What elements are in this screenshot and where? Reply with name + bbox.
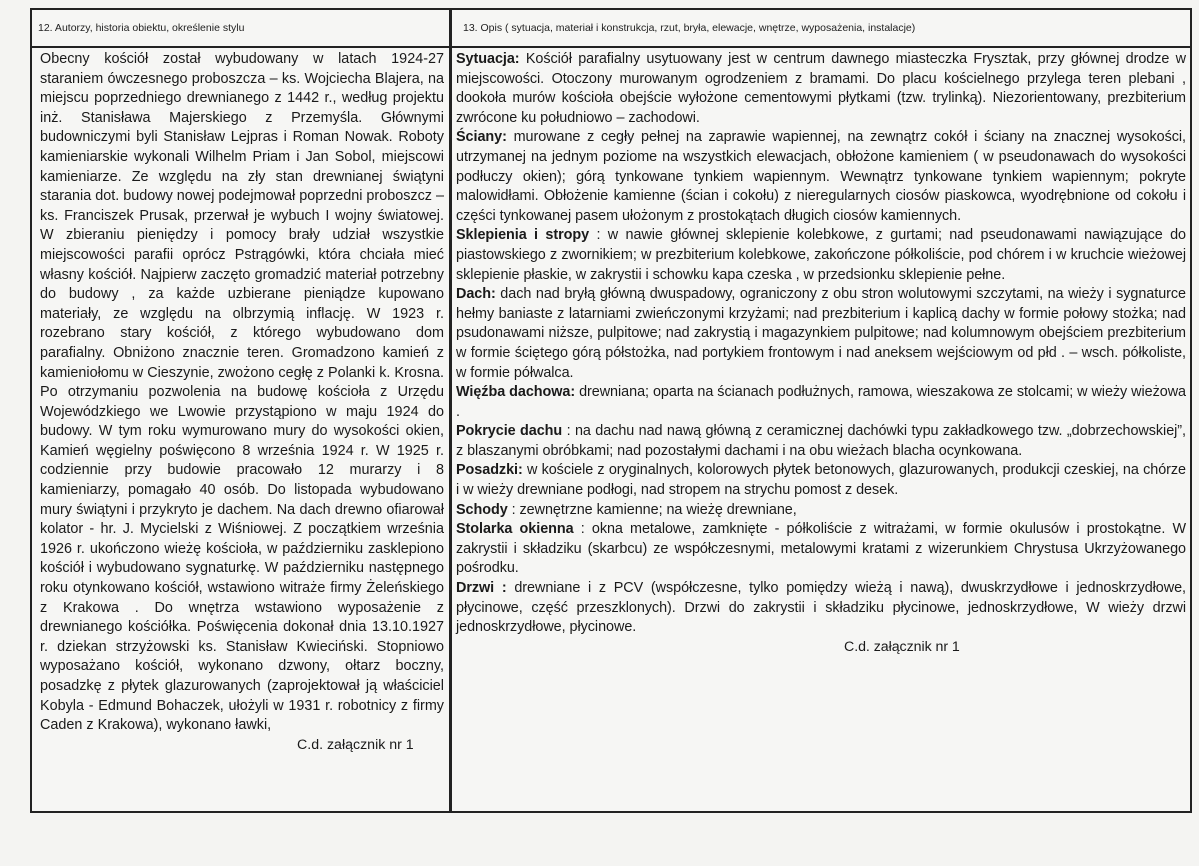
section-text: : w nawie głównej sklepienie kolebkowe, z gurtami; nad pseudonawami nawiązujące do piastowskiego z zwornikiem; w prezbiterium kolebkowe, zakończone półkoliście, pod chórem i w kruchcie wieżowej sklepienie płaskie, w zakrystii i schowku kapa czeska , w przedsionku sklepienie pełne. bbox=[456, 227, 1187, 283]
description-section bbox=[456, 285, 1186, 383]
description-section bbox=[456, 520, 1186, 579]
history-column bbox=[40, 50, 444, 755]
section-label: Posadzki: bbox=[456, 462, 523, 479]
section-label: Pokrycie dachu bbox=[456, 423, 563, 440]
section-text: : zewnętrzne kamienne; na wieżę drewniane, bbox=[507, 501, 797, 518]
description-section bbox=[456, 579, 1186, 638]
description-section bbox=[456, 128, 1186, 226]
history-text: Obecny kościół został wybudowany w latach 1924-27 staraniem ówczesnego proboszcza – ks. Wojciecha Blajera, na miejscu poprzedniego drewnianego z 1442 r., według projektu inż. Stanisława Majerskiego z Przemyśla. Głównymi budowniczymi byli Stanisław Lejpras i Roman Nowak. Roboty kamieniarskie wykonali Wilhelm Priam i Jan Sobol, miejscowi kamieniarze. Ze względu na zły stan drewnianej świątyni starania dot. budowy nowej podejmował poprzedni proboszcz – ks. Franciszek Prusak, przerwał je wybuch I wojny światowej. W zbieraniu pieniędzy i pomocy brały udział wszystkie miejscowości parafii oprócz Pstrągówki, która chciała mieć własny kościół. Najpierw zaczęto gromadzić materiał potrzebny do budowy , za każde uzbierane pieniądze kupowano materiały, ze względu na olbrzymią inflację. W 1923 r. rozebrano stary kościół, z którego wybudowano dom parafialny. Obniżono znacznie teren. Gromadzono kamień z kamieniołomu w Cieszynie, zwożono cegłę z Polanki k. Krosna. Po otrzymaniu pozwolenia na budowę kościoła z Urzędu Wojewódzkiego we Lwowie przystąpiono w maju 1924 do budowy. W tym roku wymurowano mury do wysokości okien, Kamień węgielny poświęcono 8 września 1924 r. W 1925 r. codziennie przy budowie pracowało 12 murarzy i 8 kamieniarzy, pomagało 40 osób. Do listopada wybudowano mury świątyni i przykryto je dachem. Na dach drewno ofiarował kolator - hr. J. Mycielski z Wiśniowej. Z początkiem września 1926 r. ukończono wieżę kościoła, w październiku zasklepiono kościół i wybudowano sygnaturkę. W październiku następnego roku otynkowano kościół, wstawiono witraże firmy Żeleńskiego z Krakowa . Do wnętrza wstawiono wyposażenie z drewnianego kościółka. Poświęcenia dokonał dnia 13.10.1927 r. dziekan strzyżowski ks. Stanisław Kwieciński. Stopniowo wyposażano kościół, wykonano dzwony, ołtarz boczny, posadzkę z płytek glazurowanych (zaprojektował ją właściciel Kobyla - Edmund Bohaczek, ułożyli w 1931 r. robotnicy z firmy Caden z Krakowa), wykonano ławki, bbox=[40, 51, 444, 734]
description-section bbox=[456, 461, 1186, 500]
section-label: Schody bbox=[456, 501, 508, 518]
section-label: Stolarka okienna bbox=[456, 521, 574, 538]
section-label: Więźba dachowa: bbox=[456, 384, 576, 401]
field-12-header: 12. Autorzy, historia obiektu, określenie stylu bbox=[38, 22, 245, 34]
description-section bbox=[456, 226, 1186, 285]
column-divider bbox=[449, 10, 452, 811]
section-text: drewniana; oparta na ścianach podłużnych, ramowa, wieszakowa ze stolcami; w wieży wieżowa . bbox=[456, 384, 1186, 420]
section-text: : okna metalowe, zamknięte - półkoliście z witrażami, w formie okulusów i prostokątne. W zakrystii i składziku (skarbcu) ze współczesnymi, metalowymi kratami z wizerunkiem Chrystusa Ukrzyżowanego pośrodku. bbox=[456, 521, 1187, 577]
section-label: Dach: bbox=[456, 286, 496, 303]
section-label: Drzwi : bbox=[456, 580, 507, 597]
section-label: Ściany: bbox=[456, 129, 507, 146]
section-label: Sklepienia i stropy bbox=[456, 227, 590, 244]
description-column bbox=[456, 50, 1186, 657]
section-text: Kościół parafialny usytuowany jest w centrum dawnego miasteczka Frysztak, przy głównej drodze w miejscowości. Otoczony murowanym ogrodzeniem z bramami. Do placu kościelnego przylega teren plebani , dookoła murów kościoła obejście wyłożone cementowymi płytkami (tzw. trylinką). Niezorientowany, prezbiterium zwrócone ku południowo – zachodowi. bbox=[456, 51, 1186, 126]
description-sections bbox=[456, 50, 1186, 638]
header-row bbox=[32, 10, 1190, 48]
section-text: dach nad bryłą główną dwuspadowy, ograniczony z obu stron wolutowymi szczytami, na wieży i sygnaturce hełmy baniaste z latarniami zwieńczonymi krzyżami; nad prezbiterium i kaplicą dachy w formie połowy stożka; nad psudonawami niższe, pulpitowe; nad zakrystią i magazynkiem pulpitowe; nad kolumnowym obejściem prezbiterium w formie ściętego górą półstożka, nad portykiem frontowym i nad aneksem wejściowym od płd . – wsch. półkoliste, w formie półwalca. bbox=[456, 286, 1186, 381]
field-13-header: 13. Opis ( sytuacja, materiał i konstrukcja, rzut, bryła, elewacje, wnętrze, wyposażenia, instalacje) bbox=[463, 22, 916, 34]
description-section bbox=[456, 422, 1186, 461]
description-section bbox=[456, 501, 1186, 521]
description-continuation: C.d. załącznik nr 1 bbox=[844, 638, 960, 655]
history-continuation: C.d. załącznik nr 1 bbox=[297, 736, 414, 753]
section-text: drewniane i z PCV (współczesne, tylko pomiędzy wieżą i nawą), dwuskrzydłowe i jednoskrzydłowe, płycinowe, część przeszklonych). Drzwi do zakrystii i składziku płycinowe, jednoskrzydłowe, W wieży drzwi jednoskrzydłowe, płycinowe. bbox=[456, 580, 1186, 636]
description-section bbox=[456, 50, 1186, 128]
section-label: Sytuacja: bbox=[456, 51, 520, 67]
section-text: w kościele z oryginalnych, kolorowych płytek betonowych, glazurowanych, produkcji czeskiej, na chórze i w wieży drewniane podłogi, nad stropem na strychu pomost z desek. bbox=[456, 462, 1186, 499]
section-text: murowane z cegły pełnej na zaprawie wapiennej, na zewnątrz cokół i ściany na znacznej wysokości, utrzymanej na jednym poziome na wszystkich elewacjach, obłożone kamieniem ( w pseudonawach do wysokości podłuczy okien); górą tynkowane tynkiem wapiennym. Wewnątrz tynkowane tynkiem wapiennym; pokryte malowidłami. Obłożenie kamienne (ścian i cokołu) z nieregularnych ciosów piaskowca, wyodrębnione od cokołu i części tynkowanej pasem ułożonym z prostokątach długich ciosów kamiennych. bbox=[456, 129, 1186, 224]
form-table bbox=[30, 8, 1192, 813]
section-text: : na dachu nad nawą główną z ceramicznej dachówki typu zakładkowego tzw. „dobrzechowskiej”, z blaszanymi obróbkami; nad pozostałymi dachami i na obu wieżach blacha ocynkowana. bbox=[456, 423, 1186, 459]
description-section bbox=[456, 383, 1186, 422]
